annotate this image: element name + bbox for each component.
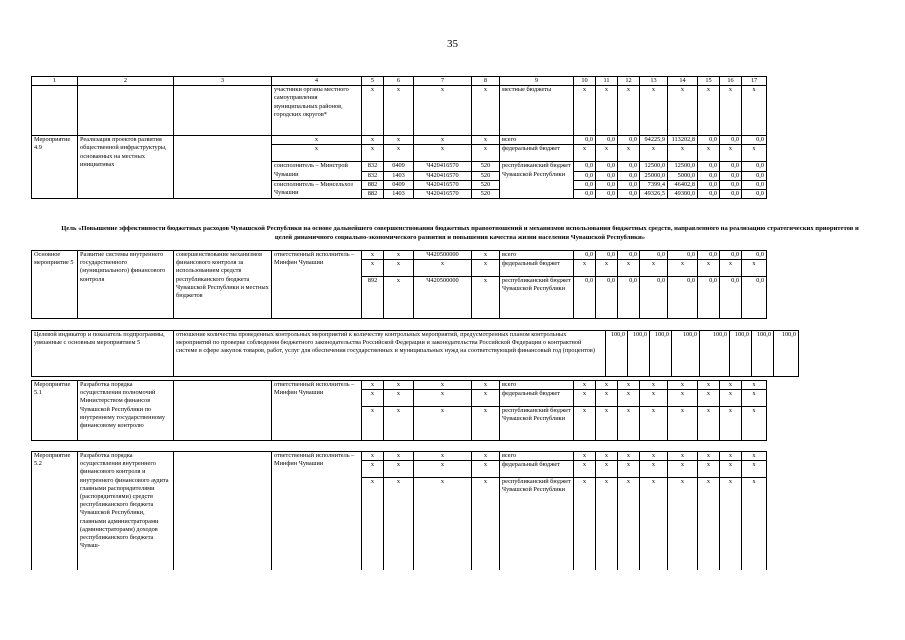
value-cell: 0,0 bbox=[618, 171, 640, 180]
table-cell: x bbox=[414, 145, 472, 162]
value-cell: x bbox=[640, 381, 668, 390]
code-cell: x bbox=[384, 381, 414, 390]
table-cell: x bbox=[362, 136, 384, 145]
value-cell: 12500,0 bbox=[640, 162, 668, 171]
header-col-1: 1 bbox=[32, 77, 78, 86]
code-cell: x bbox=[472, 260, 500, 277]
value-cell: 0,0 bbox=[720, 277, 742, 319]
source-cell: республиканский бюджет Чувашской Республики bbox=[500, 407, 574, 441]
value-cell: x bbox=[668, 145, 698, 162]
value-cell: 0,0 bbox=[574, 171, 596, 180]
value-cell: 100,0 bbox=[672, 331, 700, 377]
header-col-11: 11 bbox=[596, 77, 618, 86]
measure-id: Мероприятие 5.1 bbox=[32, 381, 78, 441]
value-cell: x bbox=[668, 390, 698, 407]
source-cell: местные бюджеты bbox=[500, 86, 574, 136]
header-col-3: 3 bbox=[174, 77, 272, 86]
value-cell: 113202,8 bbox=[668, 136, 698, 145]
indicator-label: Целевой индикатор и показатель подпрограммы, увязанные с основным мероприятием 5 bbox=[32, 331, 174, 377]
table-cell: x bbox=[640, 86, 668, 136]
value-cell: x bbox=[618, 381, 640, 390]
code-cell: x bbox=[362, 452, 384, 461]
value-cell: 0,0 bbox=[742, 251, 767, 260]
source-cell: всего bbox=[500, 251, 574, 260]
page-number: 35 bbox=[447, 38, 458, 50]
value-cell: x bbox=[640, 260, 668, 277]
budget-table-om5 bbox=[31, 250, 767, 319]
table-cell: x bbox=[618, 86, 640, 136]
value-cell: 49326,5 bbox=[640, 190, 668, 199]
code-cell: 882 bbox=[362, 180, 384, 189]
code-cell: x bbox=[472, 478, 500, 570]
table-cell: x bbox=[472, 145, 500, 162]
goal-heading: Цель «Повышение эффективности бюджетных расходов Чувашской Республики на основе дальнейшего совершенствования бюджетных правоотношений и механизмов использования бюджетных средств, направленного на реализацию стратегических приоритетов и целей динамичного социально-экономического развития и повышения качества жизни населения Чувашской Республики» bbox=[61, 225, 859, 241]
code-cell: 520 bbox=[472, 162, 500, 171]
table-row bbox=[32, 86, 767, 136]
measure-name: Реализация проектов развития общественной инфраструктуры, основанных на местных инициативах bbox=[78, 136, 174, 199]
value-cell: 0,0 bbox=[574, 136, 596, 145]
value-cell: x bbox=[574, 381, 596, 390]
value-cell: x bbox=[668, 407, 698, 441]
value-cell: x bbox=[668, 260, 698, 277]
source-cell: республиканский бюджет Чувашской Республики bbox=[500, 478, 574, 570]
code-cell: Ч420416570 bbox=[414, 180, 472, 189]
code-cell: x bbox=[414, 407, 472, 441]
executor-cell: ответственный исполнитель – Минфин Чувашии bbox=[272, 381, 362, 441]
header-col-15: 15 bbox=[698, 77, 720, 86]
value-cell: 0,0 bbox=[742, 162, 767, 171]
table-row bbox=[32, 331, 799, 377]
value-cell: 0,0 bbox=[742, 180, 767, 189]
code-cell: x bbox=[384, 260, 414, 277]
value-cell: 94225,9 bbox=[640, 136, 668, 145]
value-cell: 0,0 bbox=[742, 171, 767, 180]
header-col-10: 10 bbox=[574, 77, 596, 86]
value-cell: 0,0 bbox=[720, 162, 742, 171]
value-cell: x bbox=[618, 407, 640, 441]
value-cell: 0,0 bbox=[698, 136, 720, 145]
measure-id: Основное мероприятие 5 bbox=[32, 251, 78, 319]
table-cell: x bbox=[472, 86, 500, 136]
code-cell: x bbox=[414, 390, 472, 407]
table-cell: x bbox=[272, 136, 362, 145]
value-cell: 0,0 bbox=[698, 162, 720, 171]
value-cell: x bbox=[668, 461, 698, 478]
code-cell: 832 bbox=[362, 171, 384, 180]
table-cell: x bbox=[698, 86, 720, 136]
value-cell: 0,0 bbox=[698, 190, 720, 199]
value-cell: 0,0 bbox=[596, 190, 618, 199]
value-cell: x bbox=[574, 461, 596, 478]
value-cell: x bbox=[640, 478, 668, 570]
value-cell: x bbox=[742, 390, 767, 407]
code-cell: x bbox=[362, 381, 384, 390]
value-cell: 0,0 bbox=[742, 136, 767, 145]
header-col-4: 4 bbox=[272, 77, 362, 86]
code-cell: x bbox=[472, 452, 500, 461]
source-cell: всего bbox=[500, 452, 574, 461]
value-cell: x bbox=[574, 145, 596, 162]
executor-cell: ответственный исполнитель – Минфин Чувашии bbox=[272, 452, 362, 570]
value-cell: x bbox=[574, 452, 596, 461]
value-cell: 0,0 bbox=[574, 251, 596, 260]
value-cell: x bbox=[742, 260, 767, 277]
value-cell: x bbox=[698, 478, 720, 570]
value-cell: x bbox=[574, 390, 596, 407]
table-cell: x bbox=[384, 145, 414, 162]
value-cell: 100,0 bbox=[774, 331, 799, 377]
value-cell: 100,0 bbox=[628, 331, 650, 377]
table-cell: x bbox=[384, 136, 414, 145]
table-cell: x bbox=[596, 86, 618, 136]
value-cell: x bbox=[698, 145, 720, 162]
header-col-12: 12 bbox=[618, 77, 640, 86]
value-cell: x bbox=[698, 381, 720, 390]
code-cell: 1403 bbox=[384, 190, 414, 199]
value-cell: x bbox=[596, 407, 618, 441]
value-cell: 0,0 bbox=[596, 171, 618, 180]
code-cell: Ч420416570 bbox=[414, 162, 472, 171]
value-cell: 100,0 bbox=[752, 331, 774, 377]
source-cell: республиканский бюджет Чувашской Республики bbox=[500, 277, 574, 319]
value-cell: x bbox=[640, 452, 668, 461]
header-col-8: 8 bbox=[472, 77, 500, 86]
value-cell: x bbox=[618, 145, 640, 162]
value-cell: x bbox=[618, 260, 640, 277]
value-cell: 0,0 bbox=[618, 251, 640, 260]
value-cell: 7399,4 bbox=[640, 180, 668, 189]
table-cell: x bbox=[472, 136, 500, 145]
code-cell: Ч420416570 bbox=[414, 171, 472, 180]
measure-goal: совершенствование механизмов финансового контроля за использованием средств республиканского бюджета Чувашской Республики и местных бюджетов bbox=[174, 251, 272, 319]
value-cell: 5000,0 bbox=[668, 171, 698, 180]
value-cell: x bbox=[698, 407, 720, 441]
measure-name: Развитие системы внутреннего государственного (муниципального) финансового контроля bbox=[78, 251, 174, 319]
table-cell: x bbox=[414, 136, 472, 145]
measure-id: Мероприятие 4.9 bbox=[32, 136, 78, 199]
code-cell: x bbox=[384, 461, 414, 478]
value-cell: 0,0 bbox=[596, 136, 618, 145]
code-cell: 0409 bbox=[384, 162, 414, 171]
coexecutor-cell: соисполнитель – Минсельхоз Чувашии bbox=[272, 180, 362, 198]
source-cell: федеральный бюджет bbox=[500, 145, 574, 162]
value-cell: 12500,0 bbox=[668, 162, 698, 171]
code-cell: x bbox=[472, 461, 500, 478]
measure-name: Разработка порядка осуществления внутреннего финансового контроля и внутреннего финансового аудита главными распорядителями (распорядителями) средств республиканского бюджета Чувашской Республики, главными администраторами (администраторами) доходов республиканского бюджета Чуваш- bbox=[78, 452, 174, 570]
source-cell: всего bbox=[500, 136, 574, 145]
table-cell: x bbox=[574, 86, 596, 136]
value-cell: 0,0 bbox=[618, 162, 640, 171]
value-cell: 0,0 bbox=[640, 277, 668, 319]
header-col-5: 5 bbox=[362, 77, 384, 86]
value-cell: x bbox=[742, 461, 767, 478]
value-cell: x bbox=[720, 407, 742, 441]
value-cell: 0,0 bbox=[596, 162, 618, 171]
table-row bbox=[32, 251, 767, 260]
header-col-14: 14 bbox=[668, 77, 698, 86]
value-cell: x bbox=[640, 407, 668, 441]
value-cell: 0,0 bbox=[574, 190, 596, 199]
value-cell: 0,0 bbox=[720, 251, 742, 260]
code-cell: 1403 bbox=[384, 171, 414, 180]
code-cell: x bbox=[472, 277, 500, 319]
value-cell: x bbox=[668, 381, 698, 390]
value-cell: x bbox=[720, 145, 742, 162]
value-cell: x bbox=[698, 452, 720, 461]
value-cell: 0,0 bbox=[618, 190, 640, 199]
code-cell: 520 bbox=[472, 180, 500, 189]
table-cell: x bbox=[720, 86, 742, 136]
header-col-2: 2 bbox=[78, 77, 174, 86]
table-row bbox=[32, 136, 767, 145]
source-cell: федеральный бюджет bbox=[500, 461, 574, 478]
code-cell: x bbox=[384, 407, 414, 441]
budget-table-m52 bbox=[31, 451, 767, 570]
budget-table-top bbox=[31, 76, 767, 199]
code-cell: 0409 bbox=[384, 180, 414, 189]
code-cell: x bbox=[362, 407, 384, 441]
code-cell: x bbox=[472, 381, 500, 390]
value-cell: x bbox=[618, 390, 640, 407]
code-cell: x bbox=[362, 260, 384, 277]
value-cell: 0,0 bbox=[698, 277, 720, 319]
value-cell: x bbox=[668, 478, 698, 570]
code-cell: 892 bbox=[362, 277, 384, 319]
value-cell: x bbox=[742, 145, 767, 162]
value-cell: 100,0 bbox=[700, 331, 730, 377]
value-cell: 0,0 bbox=[596, 251, 618, 260]
value-cell: 0,0 bbox=[574, 277, 596, 319]
value-cell: x bbox=[618, 452, 640, 461]
code-cell: 832 bbox=[362, 162, 384, 171]
participants-cell: участники органы местного самоуправления муниципальных районов, городских округов* bbox=[272, 86, 362, 136]
value-cell: x bbox=[574, 478, 596, 570]
value-cell: x bbox=[720, 478, 742, 570]
value-cell: x bbox=[596, 478, 618, 570]
code-cell: x bbox=[362, 478, 384, 570]
value-cell: 100,0 bbox=[730, 331, 752, 377]
value-cell: 0,0 bbox=[742, 190, 767, 199]
table-cell bbox=[78, 86, 174, 136]
header-row bbox=[32, 77, 767, 86]
code-cell: x bbox=[472, 407, 500, 441]
measure-id: Мероприятие 5.2 bbox=[32, 452, 78, 570]
header-col-6: 6 bbox=[384, 77, 414, 86]
code-cell: 520 bbox=[472, 190, 500, 199]
value-cell: x bbox=[640, 390, 668, 407]
executor-cell: ответственный исполнитель – Минфин Чувашии bbox=[272, 251, 362, 319]
code-cell: Ч420500000 bbox=[414, 277, 472, 319]
value-cell: x bbox=[596, 260, 618, 277]
header-col-9: 9 bbox=[500, 77, 574, 86]
value-cell: 0,0 bbox=[698, 171, 720, 180]
code-cell: x bbox=[384, 390, 414, 407]
value-cell: 0,0 bbox=[618, 180, 640, 189]
value-cell: 0,0 bbox=[720, 180, 742, 189]
code-cell: x bbox=[384, 277, 414, 319]
value-cell: x bbox=[596, 461, 618, 478]
value-cell: x bbox=[720, 260, 742, 277]
header-col-13: 13 bbox=[640, 77, 668, 86]
table-row bbox=[32, 381, 767, 390]
value-cell: x bbox=[720, 452, 742, 461]
code-cell: x bbox=[472, 390, 500, 407]
code-cell: x bbox=[384, 251, 414, 260]
value-cell: x bbox=[596, 390, 618, 407]
source-cell: федеральный бюджет bbox=[500, 390, 574, 407]
value-cell: x bbox=[668, 452, 698, 461]
table-cell bbox=[174, 452, 272, 570]
indicator-table bbox=[31, 330, 799, 377]
value-cell: x bbox=[640, 145, 668, 162]
value-cell: x bbox=[698, 260, 720, 277]
value-cell: 100,0 bbox=[650, 331, 672, 377]
value-cell: x bbox=[742, 407, 767, 441]
header-col-7: 7 bbox=[414, 77, 472, 86]
value-cell: 0,0 bbox=[574, 180, 596, 189]
value-cell: 46402,8 bbox=[668, 180, 698, 189]
table-cell: x bbox=[362, 86, 384, 136]
code-cell: x bbox=[384, 452, 414, 461]
code-cell: 520 bbox=[472, 171, 500, 180]
value-cell: x bbox=[596, 452, 618, 461]
value-cell: x bbox=[742, 452, 767, 461]
value-cell: 0,0 bbox=[720, 171, 742, 180]
value-cell: x bbox=[742, 381, 767, 390]
value-cell: x bbox=[720, 390, 742, 407]
value-cell: x bbox=[720, 461, 742, 478]
value-cell: x bbox=[574, 407, 596, 441]
measure-name: Разработка порядка осуществления полномочий Министерством финансов Чувашской Республики по внутреннему государственному финансовому контролю bbox=[78, 381, 174, 441]
table-cell bbox=[174, 136, 272, 199]
budget-table-m51 bbox=[31, 380, 767, 441]
indicator-text: отношение количества проведенных контрольных мероприятий к количеству контрольных мероприятий, предусмотренных планом контрольных мероприятий по проверке соблюдения бюджетного законодательства Российской Федерации и законодательства Российской Федерации о контрактной системе в сфере закупок товаров, работ, услуг для обеспечения государственных и муниципальных нужд на соответствующий финансовый год (процентов) bbox=[174, 331, 606, 377]
value-cell: x bbox=[574, 260, 596, 277]
value-cell: 0,0 bbox=[640, 251, 668, 260]
table-cell: x bbox=[742, 86, 767, 136]
code-cell: x bbox=[362, 461, 384, 478]
value-cell: 0,0 bbox=[698, 180, 720, 189]
source-cell: федеральный бюджет bbox=[500, 260, 574, 277]
table-cell bbox=[32, 86, 78, 136]
value-cell: 0,0 bbox=[618, 136, 640, 145]
table-cell: x bbox=[362, 145, 384, 162]
table-cell: x bbox=[384, 86, 414, 136]
code-cell: x bbox=[362, 390, 384, 407]
value-cell: 25000,0 bbox=[640, 171, 668, 180]
code-cell: x bbox=[414, 478, 472, 570]
code-cell: x bbox=[414, 461, 472, 478]
value-cell: 49300,0 bbox=[668, 190, 698, 199]
value-cell: 100,0 bbox=[606, 331, 628, 377]
table-row bbox=[32, 452, 767, 461]
value-cell: x bbox=[640, 461, 668, 478]
header-col-16: 16 bbox=[720, 77, 742, 86]
value-cell: x bbox=[596, 145, 618, 162]
code-cell: x bbox=[414, 381, 472, 390]
code-cell: Ч420416570 bbox=[414, 190, 472, 199]
value-cell: x bbox=[698, 390, 720, 407]
value-cell: 0,0 bbox=[698, 251, 720, 260]
code-cell: Ч420500000 bbox=[414, 251, 472, 260]
source-cell: всего bbox=[500, 381, 574, 390]
value-cell: x bbox=[720, 381, 742, 390]
value-cell: 0,0 bbox=[742, 277, 767, 319]
value-cell: x bbox=[698, 461, 720, 478]
value-cell: 0,0 bbox=[668, 277, 698, 319]
value-cell: x bbox=[596, 381, 618, 390]
table-cell bbox=[174, 86, 272, 136]
code-cell: x bbox=[414, 452, 472, 461]
value-cell: 0,0 bbox=[618, 277, 640, 319]
value-cell: x bbox=[618, 461, 640, 478]
coexecutor-cell: соисполнитель – Минстрой Чувашии bbox=[272, 162, 362, 180]
table-cell: x bbox=[272, 145, 362, 162]
value-cell: 0,0 bbox=[574, 162, 596, 171]
code-cell: x bbox=[414, 260, 472, 277]
code-cell: 882 bbox=[362, 190, 384, 199]
value-cell: 0,0 bbox=[596, 277, 618, 319]
code-cell: x bbox=[384, 478, 414, 570]
header-col-17: 17 bbox=[742, 77, 767, 86]
code-cell: x bbox=[362, 251, 384, 260]
value-cell: x bbox=[742, 478, 767, 570]
table-cell: x bbox=[414, 86, 472, 136]
table-cell bbox=[174, 381, 272, 441]
value-cell: 0,0 bbox=[720, 190, 742, 199]
value-cell: 0,0 bbox=[668, 251, 698, 260]
table-cell: x bbox=[668, 86, 698, 136]
value-cell: 0,0 bbox=[596, 180, 618, 189]
source-cell: республиканский бюджет Чувашской Республики bbox=[500, 162, 574, 199]
value-cell: x bbox=[618, 478, 640, 570]
code-cell: x bbox=[472, 251, 500, 260]
value-cell: 0,0 bbox=[720, 136, 742, 145]
